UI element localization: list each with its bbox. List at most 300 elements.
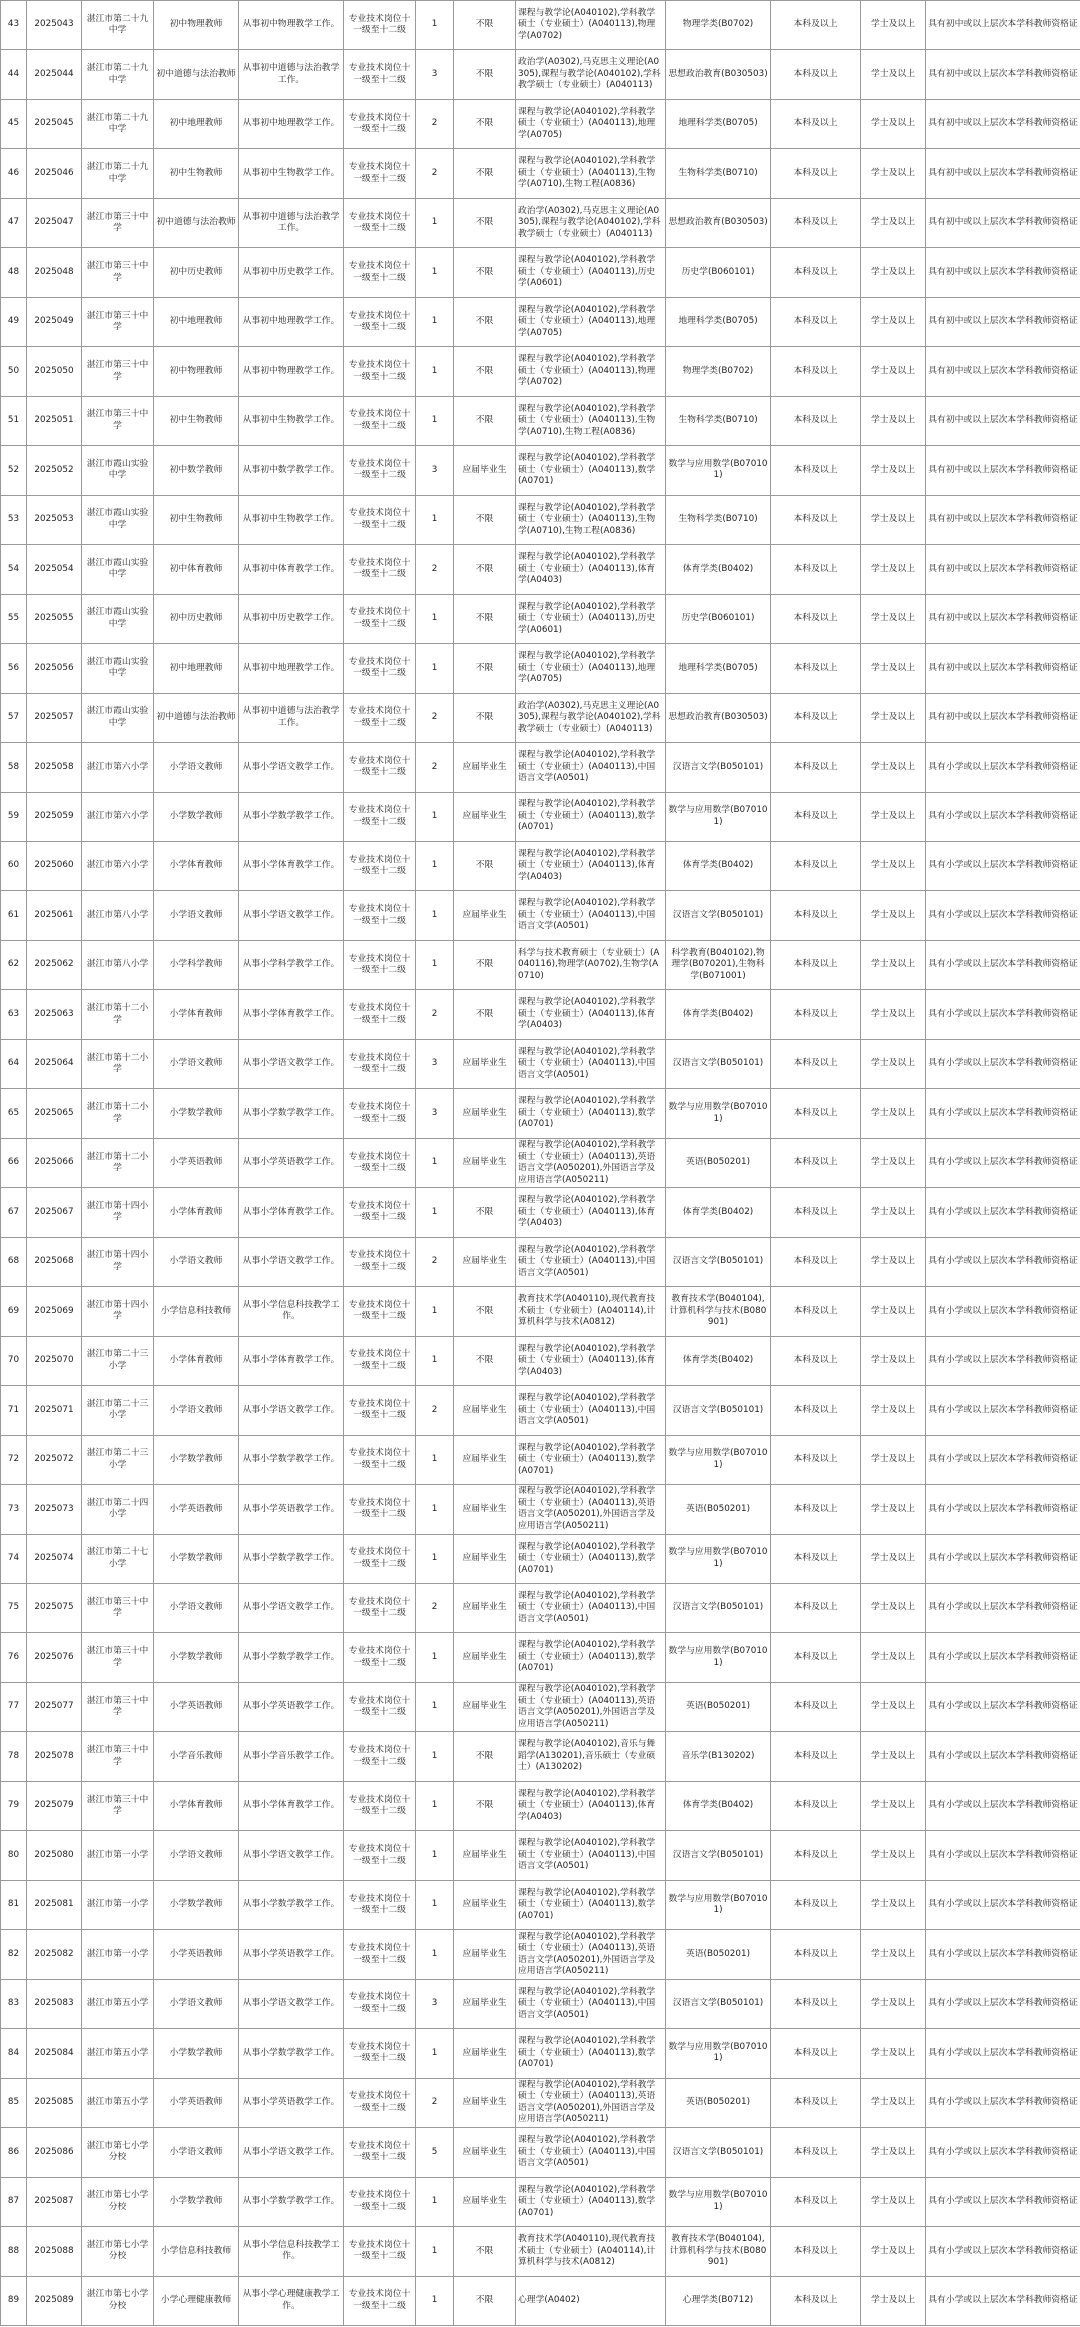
hiring-target-cell: 不限 [454,2227,516,2276]
degree-requirement-cell: 学士及以上 [861,1089,926,1138]
graduate-major-cell: 课程与教学论(A040102),学科教学硕士（专业硕士）(A040113),中国语言文学(A0501) [516,743,666,792]
table-row [1,2078,1080,2127]
row-number-cell: 64 [1,1039,27,1088]
other-requirement-cell: 具有小学或以上层次本学科教师资格证 [926,2078,1080,2127]
employer-unit-cell: 湛江市第十二小学 [82,990,154,1039]
education-requirement-cell: 本科及以上 [771,149,861,198]
graduate-major-cell: 课程与教学论(A040102),学科教学硕士（专业硕士）(A040113),物理学(A0702) [516,1,666,50]
other-requirement-cell: 具有初中或以上层次本学科教师资格证 [926,149,1080,198]
post-code-cell: 2025077 [27,1682,82,1731]
degree-requirement-cell: 学士及以上 [861,1287,926,1336]
post-name-cell: 小学英语教师 [154,1682,239,1731]
other-requirement-cell: 具有初中或以上层次本学科教师资格证 [926,693,1080,742]
post-code-cell: 2025069 [27,1287,82,1336]
post-code-cell: 2025082 [27,1930,82,1979]
table-row [1,1,1080,50]
other-requirement-cell: 具有小学或以上层次本学科教师资格证 [926,990,1080,1039]
employer-unit-cell: 湛江市第三十中学 [82,1732,154,1781]
post-code-cell: 2025088 [27,2227,82,2276]
degree-requirement-cell: 学士及以上 [861,1237,926,1286]
employer-unit-cell: 湛江市第三十中学 [82,1682,154,1731]
post-code-cell: 2025057 [27,693,82,742]
hiring-target-cell: 不限 [454,2276,516,2325]
hiring-target-cell: 应届毕业生 [454,1386,516,1435]
degree-requirement-cell: 学士及以上 [861,792,926,841]
post-code-cell: 2025061 [27,891,82,940]
table-row [1,1930,1080,1979]
post-level-cell: 专业技术岗位十一级至十二级 [344,990,416,1039]
other-requirement-cell: 具有小学或以上层次本学科教师资格证 [926,2276,1080,2325]
hiring-target-cell: 应届毕业生 [454,2029,516,2078]
degree-requirement-cell: 学士及以上 [861,2029,926,2078]
hiring-target-cell: 不限 [454,248,516,297]
education-requirement-cell: 本科及以上 [771,990,861,1039]
other-requirement-cell: 具有小学或以上层次本学科教师资格证 [926,1188,1080,1237]
hiring-count-cell: 1 [416,1880,454,1929]
graduate-major-cell: 政治学(A0302),马克思主义理论(A0305),课程与教学论(A040102),学科教学硕士（专业硕士）(A040113) [516,693,666,742]
row-number-cell: 58 [1,743,27,792]
post-name-cell: 初中生物教师 [154,149,239,198]
post-level-cell: 专业技术岗位十一级至十二级 [344,1682,416,1731]
row-number-cell: 45 [1,99,27,148]
row-number-cell: 63 [1,990,27,1039]
hiring-count-cell: 1 [416,1930,454,1979]
post-duty-cell: 从事小学语文教学工作。 [239,1979,344,2028]
post-level-cell: 专业技术岗位十一级至十二级 [344,1485,416,1534]
employer-unit-cell: 湛江市霞山实验中学 [82,495,154,544]
education-requirement-cell: 本科及以上 [771,1880,861,1929]
post-level-cell: 专业技术岗位十一级至十二级 [344,1287,416,1336]
employer-unit-cell: 湛江市第七小学分校 [82,2128,154,2177]
table-row [1,1781,1080,1830]
hiring-target-cell: 不限 [454,495,516,544]
hiring-target-cell: 不限 [454,1188,516,1237]
graduate-major-cell: 课程与教学论(A040102),学科教学硕士（专业硕士）(A040113),数学(A0701) [516,1633,666,1682]
post-code-cell: 2025046 [27,149,82,198]
hiring-count-cell: 1 [416,792,454,841]
post-code-cell: 2025071 [27,1386,82,1435]
post-name-cell: 小学数学教师 [154,1435,239,1484]
row-number-cell: 54 [1,545,27,594]
post-duty-cell: 从事小学语文教学工作。 [239,1584,344,1633]
table-row [1,495,1080,544]
other-requirement-cell: 具有初中或以上层次本学科教师资格证 [926,347,1080,396]
other-requirement-cell: 具有小学或以上层次本学科教师资格证 [926,792,1080,841]
hiring-target-cell: 不限 [454,297,516,346]
post-duty-cell: 从事初中地理教学工作。 [239,297,344,346]
post-level-cell: 专业技术岗位十一级至十二级 [344,297,416,346]
other-requirement-cell: 具有小学或以上层次本学科教师资格证 [926,1138,1080,1187]
table-row [1,99,1080,148]
degree-requirement-cell: 学士及以上 [861,990,926,1039]
undergraduate-major-cell: 汉语言文学(B050101) [666,1386,771,1435]
undergraduate-major-cell: 汉语言文学(B050101) [666,743,771,792]
row-number-cell: 83 [1,1979,27,2028]
row-number-cell: 67 [1,1188,27,1237]
graduate-major-cell: 课程与教学论(A040102),学科教学硕士（专业硕士）(A040113),数学(A0701) [516,2029,666,2078]
table-row [1,693,1080,742]
degree-requirement-cell: 学士及以上 [861,1682,926,1731]
post-level-cell: 专业技术岗位十一级至十二级 [344,1435,416,1484]
employer-unit-cell: 湛江市第十四小学 [82,1237,154,1286]
hiring-count-cell: 1 [416,2276,454,2325]
employer-unit-cell: 湛江市第二十四小学 [82,1485,154,1534]
post-name-cell: 小学音乐教师 [154,1732,239,1781]
post-code-cell: 2025065 [27,1089,82,1138]
hiring-target-cell: 不限 [454,693,516,742]
undergraduate-major-cell: 英语(B050201) [666,2078,771,2127]
undergraduate-major-cell: 地理科学类(B0705) [666,644,771,693]
post-code-cell: 2025052 [27,446,82,495]
hiring-count-cell: 2 [416,693,454,742]
employer-unit-cell: 湛江市第五小学 [82,2078,154,2127]
undergraduate-major-cell: 汉语言文学(B050101) [666,1979,771,2028]
post-name-cell: 小学数学教师 [154,2029,239,2078]
employer-unit-cell: 湛江市第七小学分校 [82,2227,154,2276]
degree-requirement-cell: 学士及以上 [861,1386,926,1435]
table-row [1,1682,1080,1731]
other-requirement-cell: 具有小学或以上层次本学科教师资格证 [926,1633,1080,1682]
table-row [1,1287,1080,1336]
post-duty-cell: 从事小学数学教学工作。 [239,1534,344,1583]
other-requirement-cell: 具有小学或以上层次本学科教师资格证 [926,1682,1080,1731]
post-name-cell: 小学数学教师 [154,1880,239,1929]
row-number-cell: 77 [1,1682,27,1731]
table-row [1,198,1080,247]
table-row [1,644,1080,693]
row-number-cell: 78 [1,1732,27,1781]
employer-unit-cell: 湛江市第八小学 [82,891,154,940]
hiring-count-cell: 2 [416,1584,454,1633]
hiring-count-cell: 1 [416,1682,454,1731]
undergraduate-major-cell: 数学与应用数学(B070101) [666,1880,771,1929]
post-level-cell: 专业技术岗位十一级至十二级 [344,891,416,940]
post-level-cell: 专业技术岗位十一级至十二级 [344,495,416,544]
post-duty-cell: 从事小学英语教学工作。 [239,1138,344,1187]
graduate-major-cell: 课程与教学论(A040102),学科教学硕士（专业硕士）(A040113),中国语言文学(A0501) [516,1979,666,2028]
hiring-target-cell: 应届毕业生 [454,2128,516,2177]
post-level-cell: 专业技术岗位十一级至十二级 [344,1534,416,1583]
other-requirement-cell: 具有小学或以上层次本学科教师资格证 [926,1089,1080,1138]
education-requirement-cell: 本科及以上 [771,1485,861,1534]
post-level-cell: 专业技术岗位十一级至十二级 [344,396,416,445]
post-code-cell: 2025087 [27,2177,82,2226]
hiring-target-cell: 不限 [454,198,516,247]
undergraduate-major-cell: 生物科学类(B0710) [666,149,771,198]
employer-unit-cell: 湛江市第三十中学 [82,1781,154,1830]
table-row [1,2276,1080,2325]
post-duty-cell: 从事小学语文教学工作。 [239,2128,344,2177]
post-code-cell: 2025054 [27,545,82,594]
post-name-cell: 初中道德与法治教师 [154,50,239,99]
graduate-major-cell: 课程与教学论(A040102),学科教学硕士（专业硕士）(A040113),数学(A0701) [516,1435,666,1484]
row-number-cell: 84 [1,2029,27,2078]
hiring-target-cell: 应届毕业生 [454,1237,516,1286]
post-level-cell: 专业技术岗位十一级至十二级 [344,841,416,890]
education-requirement-cell: 本科及以上 [771,347,861,396]
other-requirement-cell: 具有小学或以上层次本学科教师资格证 [926,2177,1080,2226]
degree-requirement-cell: 学士及以上 [861,347,926,396]
table-row [1,990,1080,1039]
employer-unit-cell: 湛江市第三十中学 [82,396,154,445]
post-code-cell: 2025059 [27,792,82,841]
undergraduate-major-cell: 历史学(B060101) [666,248,771,297]
table-row [1,1979,1080,2028]
degree-requirement-cell: 学士及以上 [861,1,926,50]
undergraduate-major-cell: 生物科学类(B0710) [666,396,771,445]
post-name-cell: 小学语文教师 [154,2128,239,2177]
post-level-cell: 专业技术岗位十一级至十二级 [344,99,416,148]
row-number-cell: 43 [1,1,27,50]
degree-requirement-cell: 学士及以上 [861,1188,926,1237]
post-code-cell: 2025063 [27,990,82,1039]
education-requirement-cell: 本科及以上 [771,841,861,890]
employer-unit-cell: 湛江市第六小学 [82,743,154,792]
table-row [1,248,1080,297]
post-level-cell: 专业技术岗位十一级至十二级 [344,644,416,693]
degree-requirement-cell: 学士及以上 [861,50,926,99]
employer-unit-cell: 湛江市第十四小学 [82,1287,154,1336]
post-level-cell: 专业技术岗位十一级至十二级 [344,940,416,989]
post-name-cell: 小学语文教师 [154,1039,239,1088]
hiring-target-cell: 应届毕业生 [454,1880,516,1929]
education-requirement-cell: 本科及以上 [771,198,861,247]
hiring-count-cell: 1 [416,1633,454,1682]
education-requirement-cell: 本科及以上 [771,1930,861,1979]
degree-requirement-cell: 学士及以上 [861,297,926,346]
post-name-cell: 初中生物教师 [154,495,239,544]
graduate-major-cell: 课程与教学论(A040102),学科教学硕士（专业硕士）(A040113),中国语言文学(A0501) [516,1831,666,1880]
hiring-target-cell: 应届毕业生 [454,1089,516,1138]
post-level-cell: 专业技术岗位十一级至十二级 [344,1979,416,2028]
hiring-count-cell: 1 [416,297,454,346]
table-row [1,396,1080,445]
hiring-count-cell: 1 [416,396,454,445]
post-name-cell: 小学语文教师 [154,1979,239,2028]
post-level-cell: 专业技术岗位十一级至十二级 [344,1039,416,1088]
other-requirement-cell: 具有初中或以上层次本学科教师资格证 [926,50,1080,99]
undergraduate-major-cell: 汉语言文学(B050101) [666,1039,771,1088]
education-requirement-cell: 本科及以上 [771,1781,861,1830]
row-number-cell: 72 [1,1435,27,1484]
hiring-count-cell: 1 [416,1781,454,1830]
table-row [1,2227,1080,2276]
hiring-target-cell: 应届毕业生 [454,1485,516,1534]
row-number-cell: 44 [1,50,27,99]
row-number-cell: 85 [1,2078,27,2127]
graduate-major-cell: 课程与教学论(A040102),学科教学硕士（专业硕士）(A040113),中国语言文学(A0501) [516,891,666,940]
post-code-cell: 2025075 [27,1584,82,1633]
table-row [1,1386,1080,1435]
education-requirement-cell: 本科及以上 [771,1584,861,1633]
graduate-major-cell: 课程与教学论(A040102),学科教学硕士（专业硕士）(A040113),体育学(A0403) [516,1188,666,1237]
post-level-cell: 专业技术岗位十一级至十二级 [344,792,416,841]
hiring-target-cell: 应届毕业生 [454,1534,516,1583]
table-row [1,1584,1080,1633]
degree-requirement-cell: 学士及以上 [861,99,926,148]
employer-unit-cell: 湛江市第三十中学 [82,347,154,396]
post-level-cell: 专业技术岗位十一级至十二级 [344,1930,416,1979]
degree-requirement-cell: 学士及以上 [861,1781,926,1830]
table-body [1,1,1080,2326]
graduate-major-cell: 课程与教学论(A040102),学科教学硕士（专业硕士）(A040113),历史学(A0601) [516,594,666,643]
row-number-cell: 88 [1,2227,27,2276]
hiring-target-cell: 应届毕业生 [454,891,516,940]
undergraduate-major-cell: 英语(B050201) [666,1485,771,1534]
post-level-cell: 专业技术岗位十一级至十二级 [344,1336,416,1385]
table-row [1,1831,1080,1880]
undergraduate-major-cell: 地理科学类(B0705) [666,297,771,346]
post-level-cell: 专业技术岗位十一级至十二级 [344,1584,416,1633]
education-requirement-cell: 本科及以上 [771,1,861,50]
post-name-cell: 小学信息科技教师 [154,1287,239,1336]
post-code-cell: 2025080 [27,1831,82,1880]
post-code-cell: 2025084 [27,2029,82,2078]
hiring-count-cell: 2 [416,545,454,594]
education-requirement-cell: 本科及以上 [771,1237,861,1286]
table-row [1,347,1080,396]
other-requirement-cell: 具有初中或以上层次本学科教师资格证 [926,594,1080,643]
degree-requirement-cell: 学士及以上 [861,2227,926,2276]
other-requirement-cell: 具有小学或以上层次本学科教师资格证 [926,1386,1080,1435]
education-requirement-cell: 本科及以上 [771,545,861,594]
hiring-target-cell: 不限 [454,940,516,989]
post-code-cell: 2025067 [27,1188,82,1237]
other-requirement-cell: 具有小学或以上层次本学科教师资格证 [926,743,1080,792]
employer-unit-cell: 湛江市第十二小学 [82,1089,154,1138]
hiring-count-cell: 1 [416,1732,454,1781]
degree-requirement-cell: 学士及以上 [861,2128,926,2177]
undergraduate-major-cell: 体育学类(B0402) [666,1781,771,1830]
post-name-cell: 小学体育教师 [154,1336,239,1385]
post-code-cell: 2025055 [27,594,82,643]
other-requirement-cell: 具有初中或以上层次本学科教师资格证 [926,198,1080,247]
hiring-count-cell: 1 [416,644,454,693]
education-requirement-cell: 本科及以上 [771,792,861,841]
undergraduate-major-cell: 英语(B050201) [666,1138,771,1187]
table-row [1,50,1080,99]
education-requirement-cell: 本科及以上 [771,1089,861,1138]
post-duty-cell: 从事小学体育教学工作。 [239,1336,344,1385]
hiring-target-cell: 不限 [454,1,516,50]
post-duty-cell: 从事初中物理教学工作。 [239,347,344,396]
post-name-cell: 小学体育教师 [154,990,239,1039]
row-number-cell: 80 [1,1831,27,1880]
hiring-target-cell: 应届毕业生 [454,1930,516,1979]
education-requirement-cell: 本科及以上 [771,644,861,693]
post-name-cell: 初中历史教师 [154,594,239,643]
table-row [1,594,1080,643]
hiring-count-cell: 2 [416,149,454,198]
graduate-major-cell: 课程与教学论(A040102),学科教学硕士（专业硕士）(A040113),生物学(A0710),生物工程(A0836) [516,396,666,445]
table-row [1,1633,1080,1682]
graduate-major-cell: 课程与教学论(A040102),学科教学硕士（专业硕士）(A040113),英语语言文学(A050201),外国语言学及应用语言学(A050211) [516,1682,666,1731]
education-requirement-cell: 本科及以上 [771,1633,861,1682]
table-row [1,743,1080,792]
other-requirement-cell: 具有小学或以上层次本学科教师资格证 [926,2029,1080,2078]
hiring-count-cell: 1 [416,495,454,544]
graduate-major-cell: 心理学(A0402) [516,2276,666,2325]
employer-unit-cell: 湛江市第三十中学 [82,1633,154,1682]
hiring-target-cell: 不限 [454,347,516,396]
other-requirement-cell: 具有小学或以上层次本学科教师资格证 [926,1039,1080,1088]
table-row [1,1534,1080,1583]
hiring-count-cell: 1 [416,940,454,989]
post-duty-cell: 从事初中历史教学工作。 [239,248,344,297]
hiring-count-cell: 1 [416,891,454,940]
hiring-count-cell: 2 [416,1386,454,1435]
row-number-cell: 79 [1,1781,27,1830]
employer-unit-cell: 湛江市霞山实验中学 [82,594,154,643]
post-code-cell: 2025045 [27,99,82,148]
post-name-cell: 初中历史教师 [154,248,239,297]
post-code-cell: 2025089 [27,2276,82,2325]
post-name-cell: 初中道德与法治教师 [154,693,239,742]
employer-unit-cell: 湛江市第三十中学 [82,297,154,346]
education-requirement-cell: 本科及以上 [771,2177,861,2226]
post-duty-cell: 从事小学英语教学工作。 [239,1930,344,1979]
post-level-cell: 专业技术岗位十一级至十二级 [344,2276,416,2325]
post-name-cell: 小学心理健康教师 [154,2276,239,2325]
post-name-cell: 小学信息科技教师 [154,2227,239,2276]
post-name-cell: 小学英语教师 [154,1485,239,1534]
post-level-cell: 专业技术岗位十一级至十二级 [344,1188,416,1237]
hiring-target-cell: 不限 [454,594,516,643]
row-number-cell: 74 [1,1534,27,1583]
post-name-cell: 初中地理教师 [154,297,239,346]
graduate-major-cell: 课程与教学论(A040102),学科教学硕士（专业硕士）(A040113),中国语言文学(A0501) [516,1039,666,1088]
post-level-cell: 专业技术岗位十一级至十二级 [344,693,416,742]
undergraduate-major-cell: 思想政治教育(B030503) [666,693,771,742]
hiring-target-cell: 不限 [454,99,516,148]
post-code-cell: 2025066 [27,1138,82,1187]
other-requirement-cell: 具有小学或以上层次本学科教师资格证 [926,1534,1080,1583]
undergraduate-major-cell: 数学与应用数学(B070101) [666,446,771,495]
post-duty-cell: 从事初中数学教学工作。 [239,446,344,495]
post-code-cell: 2025083 [27,1979,82,2028]
graduate-major-cell: 课程与教学论(A040102),学科教学硕士（专业硕士）(A040113),体育学(A0403) [516,1336,666,1385]
other-requirement-cell: 具有小学或以上层次本学科教师资格证 [926,1237,1080,1286]
row-number-cell: 87 [1,2177,27,2226]
education-requirement-cell: 本科及以上 [771,1534,861,1583]
education-requirement-cell: 本科及以上 [771,1039,861,1088]
row-number-cell: 52 [1,446,27,495]
hiring-count-cell: 1 [416,1287,454,1336]
other-requirement-cell: 具有初中或以上层次本学科教师资格证 [926,1,1080,50]
hiring-target-cell: 应届毕业生 [454,1633,516,1682]
employer-unit-cell: 湛江市霞山实验中学 [82,545,154,594]
undergraduate-major-cell: 数学与应用数学(B070101) [666,1534,771,1583]
post-name-cell: 初中数学教师 [154,446,239,495]
undergraduate-major-cell: 汉语言文学(B050101) [666,1831,771,1880]
employer-unit-cell: 湛江市第三十中学 [82,1584,154,1633]
employer-unit-cell: 湛江市第五小学 [82,1979,154,2028]
post-level-cell: 专业技术岗位十一级至十二级 [344,2029,416,2078]
post-duty-cell: 从事初中体育教学工作。 [239,545,344,594]
post-code-cell: 2025056 [27,644,82,693]
undergraduate-major-cell: 体育学类(B0402) [666,545,771,594]
hiring-target-cell: 不限 [454,149,516,198]
post-level-cell: 专业技术岗位十一级至十二级 [344,1880,416,1929]
post-duty-cell: 从事小学音乐教学工作。 [239,1732,344,1781]
post-duty-cell: 从事初中生物教学工作。 [239,495,344,544]
hiring-target-cell: 不限 [454,644,516,693]
employer-unit-cell: 湛江市第五小学 [82,2029,154,2078]
post-duty-cell: 从事初中物理教学工作。 [239,1,344,50]
post-duty-cell: 从事初中道德与法治教学工作。 [239,693,344,742]
hiring-count-cell: 3 [416,1089,454,1138]
degree-requirement-cell: 学士及以上 [861,149,926,198]
